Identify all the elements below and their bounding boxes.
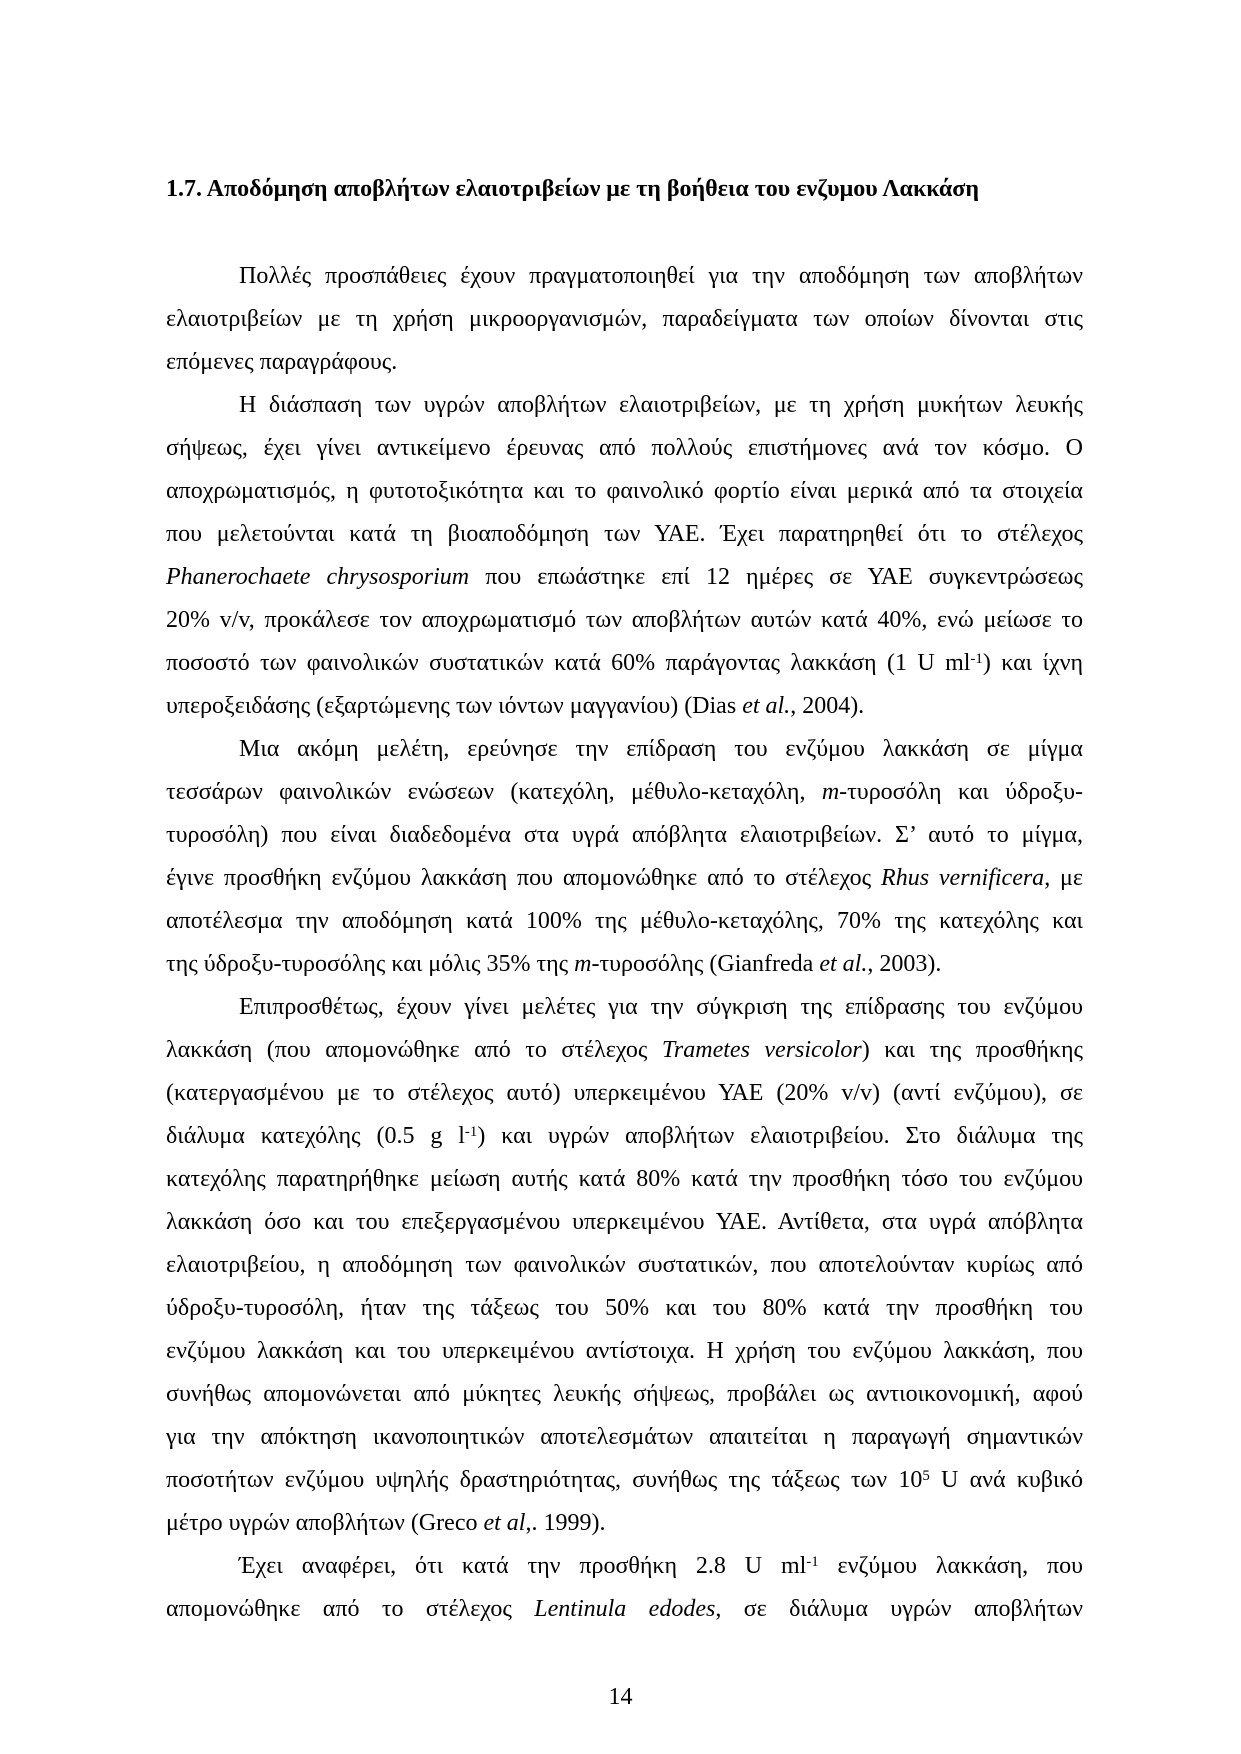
paragraph: [166, 1545, 1083, 1631]
text-run: , σε διάλυμα υγρών αποβλήτων: [715, 1596, 1083, 1622]
text-line: [166, 1115, 1083, 1158]
body-text: [166, 255, 1083, 1631]
text-line: [166, 1502, 1083, 1545]
text-run: ύδροξυ-τυροσόλη, ήταν της τάξεως του 50% και του 80% κατά την προσθήκη του: [166, 1295, 1083, 1321]
text-line: [166, 814, 1083, 857]
text-run: τεσσάρων φαινολικών ενώσεων (κατεχόλη, μέθυλο-κεταχόλη,: [166, 779, 822, 805]
text-run: τυροσόλη) που είναι διαδεδομένα στα υγρά απόβλητα ελαιοτριβείων. Σ’ αυτό το μίγμα,: [166, 822, 1083, 848]
text-run: ποσοτήτων ενζύμου υψηλής δραστηριότητας, συνήθως της τάξεως των 10: [166, 1467, 923, 1493]
text-run: ελαιοτριβείου, η αποδόμηση των φαινολικών συστατικών, που αποτελούνταν κυρίως από: [166, 1252, 1083, 1278]
superscript: -1: [806, 1553, 819, 1570]
text-line: [166, 1029, 1083, 1072]
paragraph: [166, 255, 1083, 384]
text-run: ενζύμου λακκάση, που: [818, 1553, 1084, 1579]
text-run: που μελετούνται κατά τη βιοαποδόμηση των ΥΑΕ. Έχει παρατηρηθεί ότι το στέλεχος: [166, 521, 1083, 547]
text-run: -τυροσόλη και ύδροξυ-: [839, 779, 1083, 805]
text-line: [166, 1072, 1083, 1115]
section-heading: 1.7. Αποδόμηση αποβλήτων ελαιοτριβείων με τη βοήθεια του ενζυμου Λακκάση: [166, 176, 979, 202]
text-line: [166, 1545, 1083, 1588]
text-run: 20% v/v, προκάλεσε τον αποχρωματισμό των αποβλήτων αυτών κατά 40%, ενώ μείωσε το: [166, 607, 1083, 633]
text-run: λακκάση όσο και του επεξεργασμένου υπερκειμένου ΥΑΕ. Αντίθετα, στα υγρά απόβλητα: [166, 1209, 1083, 1235]
text-line: [166, 900, 1083, 943]
text-run: ποσοστό των φαινολικών συστατικών κατά 60% παράγοντας λακκάση (1 U ml: [166, 650, 971, 676]
text-line: [166, 1158, 1083, 1201]
text-run: Η διάσπαση των υγρών αποβλήτων ελαιοτριβείων, με τη χρήση μυκήτων λευκής: [239, 392, 1083, 418]
text-line: [166, 427, 1083, 470]
text-run: συνήθως απομονώνεται από μύκητες λευκής σήψεως, προβάλει ως αντιοικονομική, αφού: [166, 1381, 1083, 1407]
text-run: , με: [1044, 865, 1083, 891]
text-run: ) και υγρών αποβλήτων ελαιοτριβείου. Στο διάλυμα της: [477, 1123, 1084, 1149]
text-run: ενζύμου λακκάση και του υπερκειμένου αντίστοιχα. Η χρήση του ενζύμου λακκάση, που: [166, 1338, 1083, 1364]
text-run: λακκάση (που απομονώθηκε από το στέλεχος: [166, 1037, 662, 1063]
text-run: μέτρο υγρών αποβλήτων (Greco: [166, 1510, 484, 1536]
text-line: [166, 642, 1083, 685]
text-line: [166, 771, 1083, 814]
italic-text: et al.: [819, 951, 868, 977]
text-run: της ύδροξυ-τυροσόλης και μόλις 35% της: [166, 951, 575, 977]
paragraph: [166, 986, 1083, 1545]
text-line: [166, 1201, 1083, 1244]
text-run: Έχει αναφέρει, ότι κατά την προσθήκη 2.8 U ml: [239, 1553, 807, 1579]
text-run: -τυροσόλης (Gianfreda: [591, 951, 820, 977]
text-line: [166, 728, 1083, 771]
italic-text: et al.: [742, 693, 791, 719]
text-run: που επωάστηκε επί 12 ημέρες σε ΥΑΕ συγκεντρώσεως: [469, 564, 1083, 590]
text-line: [166, 1416, 1083, 1459]
text-run: για την απόκτηση ικανοποιητικών αποτελεσμάτων απαιτείται η παραγωγή σημαντικών: [166, 1424, 1083, 1450]
text-run: , 2004).: [790, 693, 865, 719]
superscript: -1: [970, 650, 983, 667]
italic-text: Trametes versicolor: [661, 1037, 862, 1063]
text-run: U ανά κυβικό: [929, 1467, 1084, 1493]
text-line: [166, 556, 1083, 599]
text-line: [166, 943, 1083, 986]
text-run: , 2003).: [867, 951, 942, 977]
text-run: απομονώθηκε από το στέλεχος: [166, 1596, 535, 1622]
text-line: [166, 1459, 1083, 1502]
text-line: [166, 341, 1083, 384]
text-run: κατεχόλης παρατηρήθηκε μείωση αυτής κατά 80% κατά την προσθήκη τόσο του ενζύμου: [166, 1166, 1083, 1192]
italic-text: et al: [483, 1510, 526, 1536]
text-run: ελαιοτριβείων με τη χρήση μικροοργανισμών, παραδείγματα των οποίων δίνονται στις: [166, 306, 1083, 332]
text-line: [166, 1244, 1083, 1287]
text-line: [166, 255, 1083, 298]
text-run: υπεροξειδάσης (εξαρτώμενης των ιόντων μαγγανίου) (Dias: [166, 693, 743, 719]
text-run: αποχρωματισμός, η φυτοτοξικότητα και το φαινολικό φορτίο είναι μερικά από τα στοιχεία: [166, 478, 1083, 504]
text-run: διάλυμα κατεχόλης (0.5 g l: [166, 1123, 465, 1149]
paragraph: [166, 384, 1083, 728]
italic-text: Rhus vernificera: [881, 865, 1045, 891]
text-run: έγινε προσθήκη ενζύμου λακκάση που απομονώθηκε από το στέλεχος: [166, 865, 882, 891]
superscript: -1: [464, 1123, 478, 1140]
text-run: επόμενες παραγράφους.: [166, 349, 398, 375]
text-line: [166, 986, 1083, 1029]
text-run: ,. 1999).: [525, 1510, 606, 1536]
paragraph: [166, 728, 1083, 986]
text-line: [166, 1330, 1083, 1373]
text-line: [166, 1287, 1083, 1330]
text-run: ) και ίχνη: [982, 650, 1084, 676]
text-line: [166, 599, 1083, 642]
text-run: (κατεργασμένου με το στέλεχος αυτό) υπερκειμένου ΥΑΕ (20% v/v) (αντί ενζύμου), σε: [166, 1080, 1083, 1106]
text-line: [166, 513, 1083, 556]
italic-text: m: [821, 779, 840, 805]
text-run: αποτέλεσμα την αποδόμηση κατά 100% της μέθυλο-κεταχόλης, 70% της κατεχόλης και: [166, 908, 1083, 934]
page-number: 14: [608, 1684, 633, 1710]
text-line: [166, 298, 1083, 341]
text-run: σήψεως, έχει γίνει αντικείμενο έρευνας από πολλούς επιστήμονες ανά τον κόσμο. Ο: [166, 435, 1083, 461]
text-run: Μια ακόμη μελέτη, ερεύνησε την επίδραση του ενζύμου λακκάση σε μίγμα: [239, 736, 1083, 762]
text-run: Επιπροσθέτως, έχουν γίνει μελέτες για την σύγκριση της επίδρασης του ενζύμου: [239, 994, 1083, 1020]
text-line: [166, 1588, 1083, 1631]
text-run: ) και της προσθήκης: [861, 1037, 1083, 1063]
text-run: Πολλές προσπάθειες έχουν πραγματοποιηθεί για την αποδόμηση των αποβλήτων: [239, 263, 1083, 289]
text-line: [166, 470, 1083, 513]
text-line: [166, 685, 1083, 728]
italic-text: Lentinula edodes: [534, 1596, 716, 1622]
text-line: [166, 857, 1083, 900]
text-line: [166, 1373, 1083, 1416]
superscript: 5: [922, 1467, 930, 1484]
italic-text: Phanerochaete chrysosporium: [166, 564, 470, 590]
italic-text: m: [574, 951, 592, 977]
text-line: [166, 384, 1083, 427]
